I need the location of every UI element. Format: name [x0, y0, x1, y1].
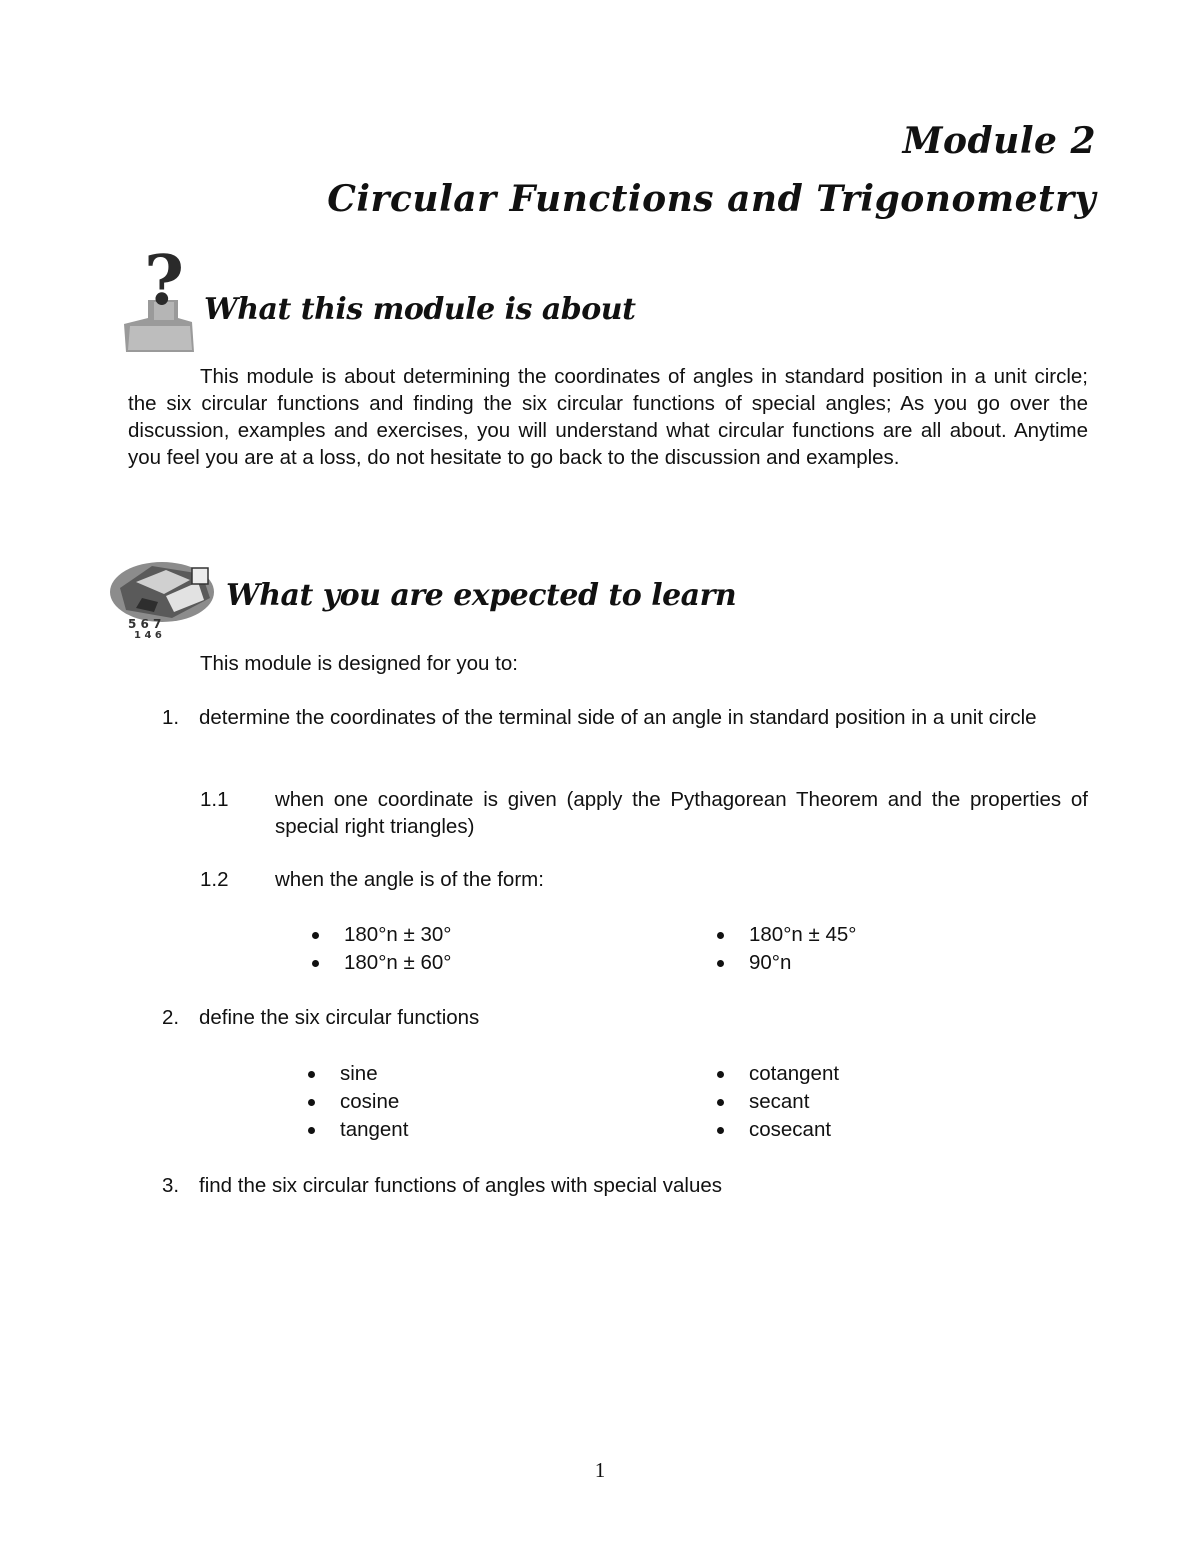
- about-paragraph: This module is about determining the coordinates of angles in standard position in a unit circle; the six circular functions and finding the six circular functions of special angles; As you go over the discussion, examples and exercises, you will understand what circular functions are all about. Anytime you feel you are at a loss, do not hesitate to go back to the discussion and examples.: [128, 365, 1088, 469]
- list-item: cosine: [306, 1088, 408, 1116]
- item-text: find the six circular functions of angles with special values: [199, 1174, 723, 1197]
- bullet-icon: [308, 1099, 315, 1106]
- list-item: 180°n ± 60°: [310, 949, 451, 977]
- subitem-text: when one coordinate is given (apply the Pythagorean Theorem and the properties of special right triangles): [275, 788, 1088, 838]
- item-text: determine the coordinates of the terminal side of an angle in standard position in a unit circle: [199, 706, 1037, 729]
- sub-list-item: [200, 866, 1088, 893]
- expected-intro: This module is designed for you to:: [200, 652, 518, 675]
- angle-forms-right: [715, 921, 856, 977]
- bullet-icon: [308, 1127, 315, 1134]
- list-item: tangent: [306, 1116, 408, 1144]
- bullet-icon: [717, 1127, 724, 1134]
- question-mark-icon: [120, 246, 200, 358]
- angle-forms-left: [310, 921, 451, 977]
- bullet-icon: [717, 932, 724, 939]
- item-text: define the six circular functions: [199, 1006, 480, 1029]
- bullet-icon: [308, 1071, 315, 1078]
- list-item: sine: [306, 1060, 408, 1088]
- bullet-icon: [312, 932, 319, 939]
- list-item: 180°n ± 45°: [715, 921, 856, 949]
- about-heading: What this module is about: [204, 292, 636, 327]
- list-item: 90°n: [715, 949, 856, 977]
- list-item: secant: [715, 1088, 839, 1116]
- module-label: Module 2: [902, 120, 1096, 162]
- bullet-icon: [717, 960, 724, 967]
- list-item: [162, 1172, 1088, 1199]
- bullet-icon: [717, 1099, 724, 1106]
- svg-text:1 4 6: 1 4 6: [134, 630, 162, 640]
- functions-right: [715, 1060, 839, 1144]
- study-desk-icon: [106, 552, 218, 640]
- item-number: 2.: [162, 1006, 180, 1029]
- list-item: [162, 1004, 1088, 1031]
- item-number: 3.: [162, 1174, 180, 1197]
- module-title: Circular Functions and Trigonometry: [327, 178, 1096, 220]
- bullet-icon: [717, 1071, 724, 1078]
- list-item: cosecant: [715, 1116, 839, 1144]
- functions-left: [306, 1060, 408, 1144]
- sub-list-item: [200, 786, 1088, 840]
- subitem-text: when the angle is of the form:: [275, 868, 544, 891]
- expected-heading: What you are expected to learn: [226, 578, 737, 613]
- module-title-block: [327, 112, 1096, 228]
- item-number: 1.: [162, 706, 180, 729]
- list-item: [162, 704, 1088, 731]
- subitem-number: 1.1: [200, 788, 229, 811]
- page-number: 1: [594, 1458, 606, 1482]
- bullet-icon: [312, 960, 319, 967]
- list-item: 180°n ± 30°: [310, 921, 451, 949]
- list-item: cotangent: [715, 1060, 839, 1088]
- svg-text:5 6 7: 5 6 7: [128, 617, 162, 631]
- subitem-number: 1.2: [200, 868, 229, 891]
- svg-text:?: ?: [144, 246, 184, 321]
